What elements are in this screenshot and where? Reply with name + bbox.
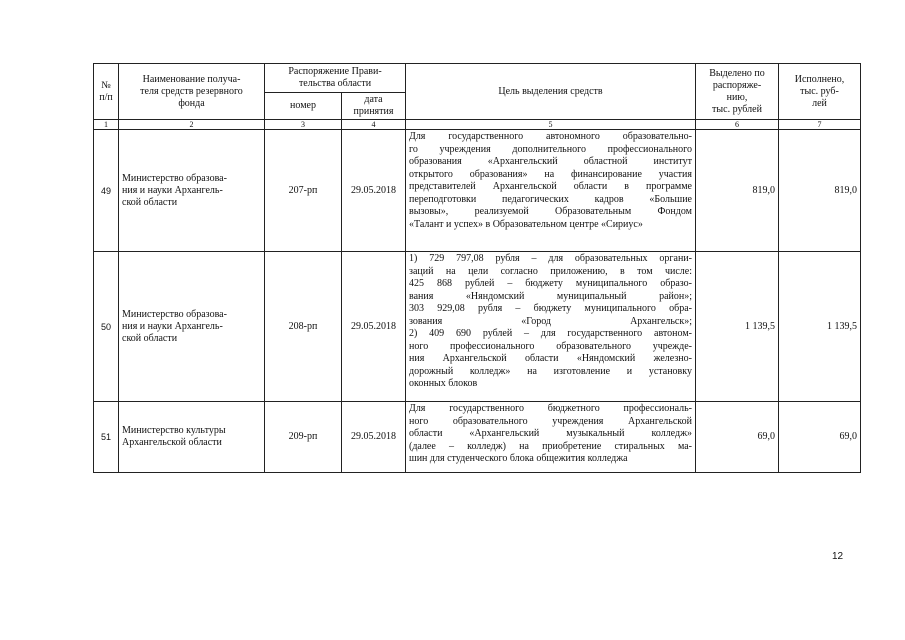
row-number: 50 — [94, 252, 119, 402]
purpose-line: зования «Город Архангельск»; — [409, 315, 692, 327]
purpose-line: Для государственного автономного образовательно- — [409, 131, 692, 142]
text-line: принятия — [353, 106, 394, 117]
text-line: лей — [812, 97, 827, 109]
text-line: тыс. рублей — [712, 103, 762, 115]
purpose-line: вания «Няндомский муниципальный район»; — [409, 290, 692, 302]
purpose-line: оконных блоков — [409, 378, 478, 389]
header-order-group — [265, 64, 406, 93]
executed-cell: 69,0 — [779, 402, 861, 473]
text-line: фонда — [178, 97, 205, 109]
order-date-cell: 29.05.2018 — [342, 130, 406, 252]
text-line: Архангельской области — [122, 437, 222, 448]
header-purpose: Цель выделения средств — [406, 64, 696, 120]
purpose-line: ного профессионального образовательного учрежде- — [409, 340, 692, 352]
purpose-line: «Талант и успех» в Образовательном центре «Сириус» — [409, 218, 643, 230]
column-number: 7 — [779, 120, 861, 130]
header-executed — [779, 64, 861, 120]
text-line: Министерство образова- — [122, 308, 227, 320]
purpose-line: 1) 729 797,08 рубля – для образовательных органи- — [409, 253, 692, 264]
text-line: распоряже- — [712, 79, 762, 91]
header-num — [94, 64, 119, 120]
order-date-cell: 29.05.2018 — [342, 402, 406, 473]
text-line: № — [101, 79, 111, 91]
purpose-line: го учреждения дополнительного профессионального — [409, 143, 692, 155]
text-line: ской области — [122, 196, 178, 208]
allocated-cell: 1 139,5 — [696, 252, 779, 402]
text-line: теля средств резервного — [140, 85, 243, 97]
purpose-line: переподготовки педагогических кадров «Большие — [409, 193, 692, 205]
purpose-line: шин для студенческого блока общежития колледжа — [409, 453, 628, 464]
purpose-line: 425 868 рублей – бюджету муниципального образо- — [409, 278, 692, 289]
header-row — [94, 64, 861, 93]
text-line: тыс. руб- — [800, 85, 839, 97]
text-line: Министерство образова- — [122, 172, 227, 184]
text-line: Исполнено, — [794, 73, 845, 85]
purpose-line: образования «Архангельский областной институт — [409, 156, 692, 167]
recipient-cell — [119, 402, 265, 473]
order-number-cell: 208-рп — [265, 252, 342, 402]
text-line: Распоряжение Прави- — [288, 66, 382, 77]
text-line: Наименование получа- — [142, 73, 241, 85]
text-line: п/п — [99, 91, 113, 103]
text-line: ния и науки Архангель- — [122, 320, 223, 332]
column-number: 1 — [94, 120, 119, 130]
order-number-cell: 209-рп — [265, 402, 342, 473]
recipient-cell — [119, 252, 265, 402]
text-line: Выделено по — [709, 67, 765, 79]
allocated-cell: 69,0 — [696, 402, 779, 473]
column-number: 5 — [406, 120, 696, 130]
header-allocated — [696, 64, 779, 120]
purpose-line: представителей Архангельской области в программе — [409, 181, 692, 192]
text-line: ской области — [122, 332, 178, 344]
reserve-fund-table — [93, 63, 861, 473]
row-number: 49 — [94, 130, 119, 252]
text-line: дата — [364, 94, 383, 105]
header-order-date — [342, 93, 406, 120]
purpose-line: вызовы», реализуемой Образовательным Фондом — [409, 206, 692, 217]
purpose-line: заций на цели согласно приложению, в том числе: — [409, 265, 692, 277]
purpose-line: Для государственного бюджетного профессиональ- — [409, 403, 692, 414]
purpose-line: 303 929,08 рубля – бюджету муниципального обра- — [409, 303, 692, 314]
text-line: ния и науки Архангель- — [122, 184, 223, 196]
text-line: тельства области — [298, 78, 372, 89]
executed-cell: 819,0 — [779, 130, 861, 252]
table-row — [94, 130, 861, 252]
row-number: 51 — [94, 402, 119, 473]
order-number-cell: 207-рп — [265, 130, 342, 252]
purpose-line: (далее – колледж) на приобретение стиральных ма- — [409, 440, 692, 452]
column-number: 3 — [265, 120, 342, 130]
column-number: 4 — [342, 120, 406, 130]
purpose-cell — [406, 130, 696, 252]
table-row — [94, 252, 861, 402]
column-number: 6 — [696, 120, 779, 130]
purpose-line: ного образовательного учреждения Архангельской — [409, 415, 692, 427]
recipient-cell — [119, 130, 265, 252]
header-recipient — [119, 64, 265, 120]
column-number: 2 — [119, 120, 265, 130]
text-line: нию, — [726, 91, 748, 103]
header-order-number: номер — [265, 93, 342, 120]
column-number-row — [94, 120, 861, 130]
text-line: Министерство культуры — [122, 425, 226, 436]
purpose-line: области «Архангельский музыкальный колледж» — [409, 428, 692, 439]
table-row — [94, 402, 861, 473]
allocated-cell: 819,0 — [696, 130, 779, 252]
order-date-cell: 29.05.2018 — [342, 252, 406, 402]
purpose-line: ния Архангельской области «Няндомский железно- — [409, 353, 692, 364]
purpose-line: открытого образования» на финансирование участия — [409, 168, 692, 180]
executed-cell: 1 139,5 — [779, 252, 861, 402]
purpose-cell — [406, 252, 696, 402]
purpose-line: 2) 409 690 рублей – для государственного автоном- — [409, 328, 692, 339]
purpose-line: дорожный колледж» на изготовление и установку — [409, 365, 692, 377]
page-number: 12 — [832, 551, 844, 562]
purpose-cell — [406, 402, 696, 473]
